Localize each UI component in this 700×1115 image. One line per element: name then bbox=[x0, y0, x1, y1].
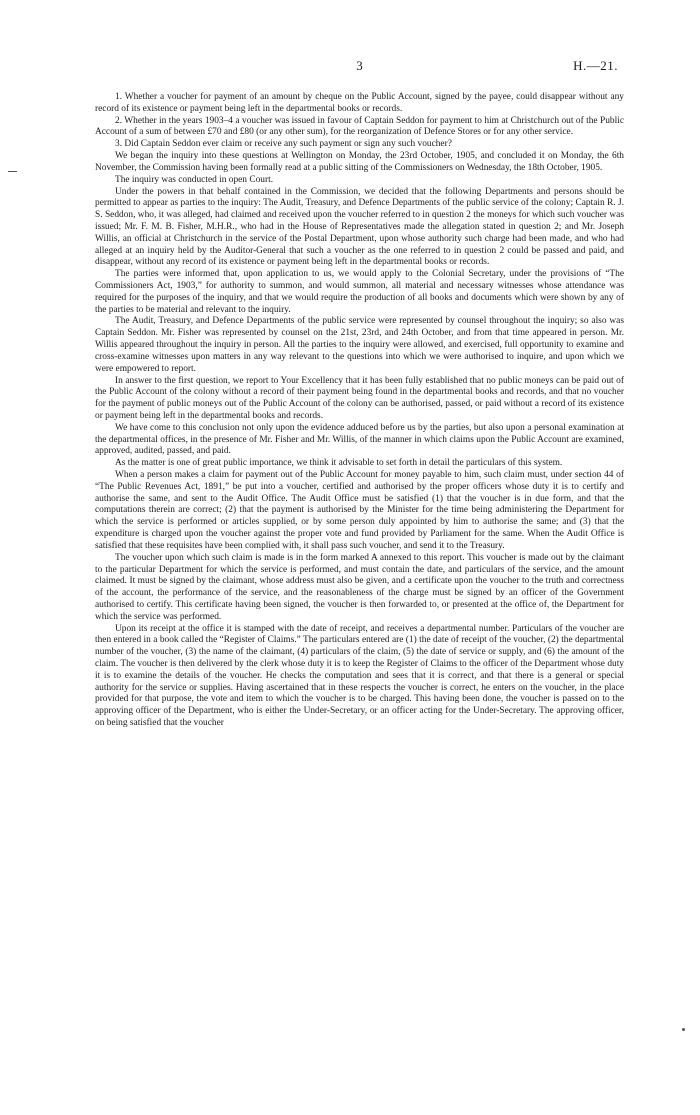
paragraph-first-answer: In answer to the first question, we report to Your Excellency that it has been fully established that no public moneys can be paid out of the Public Account of the colony without a record of their payment being found in the departmental books and records, and that no voucher for the payment of public moneys out of the Public Account of the colony can be authorised, passed, or paid without a record of its existence or payment being left in the departmental books and records. bbox=[95, 375, 624, 421]
paragraph-claim-process: When a person makes a claim for payment out of the Public Account for money payable to him, such claim must, under section 44 of “The Public Revenues Act, 1891,” be put into a voucher, certified and authorised by the proper officers whose duty it is to certify and authorise the same, and sent to the Audit Office. The Audit Office must be satisfied (1) that the voucher is in due form, and that the computations therein are correct; (2) that the payment is authorised by the Minister for the time being administering the Department for which the service is performed or articles supplied, or by some person duly appointed by him to authorise the same; and (3) that the expenditure is charged upon the voucher against the proper vote and fund provided by Parliament for the same. When the Audit Office is satisfied that these requisites have been complied with, it shall pass such voucher, and send it to the Treasury. bbox=[95, 470, 624, 551]
paragraph-register: Upon its receipt at the office it is stamped with the date of receipt, and receives a departmental number. Particulars of the voucher are then entered in a book called the “Register of Claims.” The particulars entered are (1) the date of receipt of the voucher, (2) the departmental number of the voucher, (3) the name of the claimant, (4) particulars of the claim, (5) the date of service or supply, and (6) the amount of the claim. The voucher is then delivered by the clerk whose duty it is to keep the Register of Claims to the officer of the Department whose duty it is to examine the details of the voucher. He checks the computation and sees that it is correct, and that there is a general or special authority for the service or supplies. Having ascertained that in these respects the voucher is correct, he enters on the voucher, in the place provided for that purpose, the vote and item to which the voucher is to be charged. This having been done, the voucher is passed on to the approving officer of the Department, who is either the Under-Secretary, or an officer acting for the Under-Secretary. The approving officer, on being satisfied that the voucher bbox=[95, 623, 624, 729]
paragraph-witnesses: The parties were informed that, upon application to us, we would apply to the Colonial Secretary, under the provisions of “The Commissioners Act, 1903,” for authority to summon, and would summon, all material and necessary witnesses whose attendance was required for the purposes of the inquiry, and that we would require the production of all books and documents which were shown by any of the parties to be material and relevant to the inquiry. bbox=[95, 269, 624, 315]
margin-mark bbox=[682, 1028, 685, 1031]
paragraph-question-3: 3. Did Captain Seddon ever claim or receive any such payment or sign any such voucher? bbox=[115, 139, 452, 150]
report-body bbox=[95, 92, 624, 730]
margin-rule bbox=[8, 171, 17, 172]
paragraph-conclusion: We have come to this conclusion not only upon the evidence adduced before us by the parties, but also upon a personal examination at the departmental offices, in the presence of Mr. Fisher and Mr. Willis, of the manner in which claims upon the Public Account are examined, approved, audited, passed, and paid. bbox=[95, 422, 624, 457]
paragraph-representation: The Audit, Treasury, and Defence Departments of the public service were represented by counsel throughout the inquiry; so also was Captain Seddon. Mr. Fisher was represented by counsel on the 21st, 23rd, and 24th October, and from that time appeared in person. Mr. Willis appeared throughout the inquiry in person. All the parties to the inquiry were allowed, and exercised, full opportunity to examine and cross-examine witnesses upon matters in any way relevant to the questions into which we were authorised to inquire, and upon which we were empowered to report. bbox=[95, 316, 624, 374]
paragraph-question-2: 2. Whether in the years 1903–4 a voucher was issued in favour of Captain Seddon for payment to him at Christchurch out of the Public Account of a sum of between £70 and £80 (or any other sum), for the reorganization of Defence Stores or for any other service. bbox=[95, 115, 624, 138]
running-head bbox=[95, 58, 624, 74]
paragraph-voucher-form: The voucher upon which such claim is made is in the form marked A annexed to this report. This voucher is made out by the claimant to the particular Department for which the service is performed, and must contain the date, and particulars of the service, and the amount claimed. It must be signed by the claimant, whose address must also be given, and a certificate upon the voucher to the truth and correctness of the account, the performance of the service, and the reasonableness of the charge must be signed by an officer of the Government authorised to certify. This certificate having been signed, the voucher is then forwarded to, or presented at the office of, the Department for which the service was performed. bbox=[95, 552, 624, 622]
page-number: 3 bbox=[356, 58, 363, 73]
paper-identifier: H.—21. bbox=[573, 58, 618, 73]
paragraph-parties: Under the powers in that behalf contained in the Commission, we decided that the following Departments and persons should be permitted to appear as parties to the inquiry: The Audit, Treasury, and Defence Departments of the public service of the colony; Captain R. J. S. Seddon, who, it was alleged, had claimed and received upon the voucher referred to in question 2 the moneys for which such voucher was issued; Mr. F. M. B. Fisher, M.H.R., who had in the House of Representatives made the allegation stated in question 2; and Mr. Joseph Willis, an official at Christchurch in the service of the Postal Department, upon whose authority such charge had been made, and who had alleged at an inquiry held by the Auditor-General that such a voucher as the one referred to in question 2 could be passed and paid, and disappear, without any record of its existence or payment being left in the departmental books or records. bbox=[95, 186, 624, 268]
paragraph-importance: As the matter is one of great public importance, we think it advisable to set forth in detail the particulars of this system. bbox=[115, 458, 563, 469]
paragraph-open-court: The inquiry was conducted in open Court. bbox=[115, 174, 274, 185]
paragraph-inquiry-dates: We began the inquiry into these questions at Wellington on Monday, the 23rd October, 1905, and concluded it on Monday, the 6th November, the Commission having been formally read at a public sitting of the Commissioners on Wednesday, the 18th October, 1905. bbox=[95, 151, 624, 173]
paragraph-question-1: 1. Whether a voucher for payment of an amount by cheque on the Public Account, signed by the payee, could disappear without any record of its existence or payment being left in the departmental books or records. bbox=[95, 92, 624, 114]
